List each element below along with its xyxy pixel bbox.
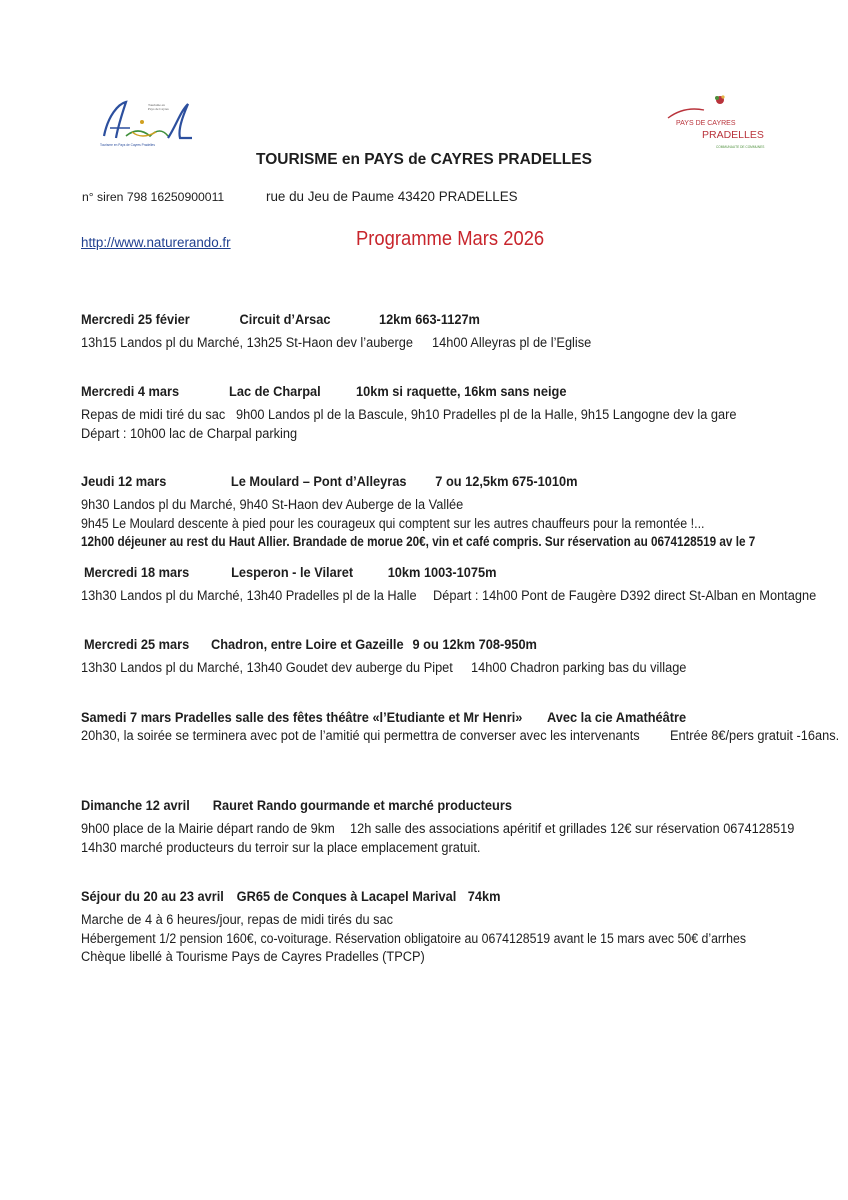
event-date: Jeudi 12 mars bbox=[81, 474, 167, 489]
event-line: Marche de 4 à 6 heures/jour, repas de midi tirés du sac bbox=[81, 912, 394, 928]
page-title: TOURISME en PAYS de CAYRES PRADELLES bbox=[256, 151, 592, 168]
event-name: GR65 de Conques à Lacapel Marival bbox=[236, 889, 457, 904]
event-distance: 7 ou 12,5km 675-1010m bbox=[435, 474, 578, 489]
pays-de-cayres-pradelles-logo bbox=[664, 92, 784, 152]
event-date: Mercredi 25 févier bbox=[81, 312, 190, 327]
event-line: Départ : 14h00 Pont de Faugère D392 direct St-Alban en Montagne bbox=[433, 588, 817, 604]
event-block bbox=[81, 383, 848, 443]
association-logo bbox=[96, 96, 196, 152]
event-line: 12h salle des associations apéritif et grillades 12€ sur réservation 0674128519 bbox=[350, 821, 795, 837]
event-name: Lac de Charpal bbox=[229, 384, 321, 399]
event-name: Lesperon - le Vilaret bbox=[231, 565, 354, 580]
event-block bbox=[81, 564, 848, 606]
event-name: Chadron, entre Loire et Gazeille bbox=[211, 637, 404, 652]
event-date: Mercredi 4 mars bbox=[81, 384, 180, 399]
event-distance: 10km 1003-1075m bbox=[387, 565, 497, 580]
event-heading: Samedi 7 mars Pradelles salle des fêtes théâtre «l’Etudiante et Mr Henri» bbox=[81, 710, 523, 725]
event-line: Départ : 10h00 lac de Charpal parking bbox=[81, 425, 298, 441]
event-line: 9h45 Le Moulard descente à pied pour les courageux qui comptent sur les autres chauffeurs pour la remontée !... bbox=[81, 515, 705, 531]
event-line: 14h00 Alleyras pl de l’Eglise bbox=[432, 335, 592, 351]
event-block bbox=[81, 888, 848, 966]
svg-text:Pays de Cayres: Pays de Cayres bbox=[148, 107, 169, 111]
event-block bbox=[81, 636, 848, 678]
address: rue du Jeu de Paume 43420 PRADELLES bbox=[266, 189, 518, 204]
event-line: 13h30 Landos pl du Marché, 13h40 Goudet dev auberge du Pipet bbox=[81, 660, 453, 676]
event-line: 14h30 marché producteurs du terroir sur la place emplacement gratuit. bbox=[81, 839, 481, 855]
event-name: Le Moulard – Pont d’Alleyras bbox=[230, 474, 407, 489]
event-block bbox=[81, 311, 848, 353]
event-distance: 9 ou 12km 708-950m bbox=[412, 637, 537, 652]
event-block bbox=[81, 709, 848, 745]
event-line: Repas de midi tiré du sac bbox=[81, 407, 226, 423]
event-date: Dimanche 12 avril bbox=[81, 798, 190, 813]
website-link[interactable]: http://www.naturerando.fr bbox=[81, 235, 231, 250]
event-date: Mercredi 18 mars bbox=[84, 565, 190, 580]
event-line: Entrée 8€/pers gratuit -16ans. bbox=[669, 728, 839, 744]
event-date: Séjour du 20 au 23 avril bbox=[81, 889, 224, 904]
svg-text:Tourisme en: Tourisme en bbox=[148, 103, 165, 107]
event-name: Circuit d’Arsac bbox=[239, 312, 331, 327]
event-line: 9h30 Landos pl du Marché, 9h40 St-Haon dev Auberge de la Vallée bbox=[81, 497, 464, 513]
event-line: 13h30 Landos pl du Marché, 13h40 Pradelles pl de la Halle bbox=[81, 588, 417, 604]
svg-text:Tourisme en Pays de Cayres Pra: Tourisme en Pays de Cayres Pradelles bbox=[100, 143, 155, 147]
event-line: 14h00 Chadron parking bas du village bbox=[471, 660, 687, 676]
event-subheading: Avec la cie Amathéâtre bbox=[546, 710, 687, 725]
event-line: Hébergement 1/2 pension 160€, co-voiturage. Réservation obligatoire au 0674128519 avant le 15 mars avec 50€ d’arrhes bbox=[81, 930, 747, 946]
svg-text:COMMUNAUTE DE COMMUNES: COMMUNAUTE DE COMMUNES bbox=[716, 145, 765, 149]
event-distance: 10km si raquette, 16km sans neige bbox=[356, 384, 567, 399]
svg-text:PAYS DE CAYRES: PAYS DE CAYRES bbox=[676, 120, 736, 127]
event-name: Rauret Rando gourmande et marché producteurs bbox=[212, 798, 512, 813]
event-distance: 12km 663-1127m bbox=[378, 312, 480, 327]
event-block bbox=[81, 797, 848, 857]
programme-title: Programme Mars 2026 bbox=[356, 228, 545, 250]
event-date: Mercredi 25 mars bbox=[84, 637, 190, 652]
event-highlight: 12h00 déjeuner au rest du Haut Allier. Brandade de morue 20€, vin et café compris. Sur réservation au 0674128519 av le 7 bbox=[81, 533, 756, 549]
event-line: 20h30, la soirée se terminera avec pot de l’amitié qui permettra de converser avec les intervenants bbox=[81, 728, 640, 744]
event-line: 9h00 Landos pl de la Bascule, 9h10 Pradelles pl de la Halle, 9h15 Langogne dev la gare bbox=[235, 407, 737, 423]
event-line: 13h15 Landos pl du Marché, 13h25 St-Haon dev l’auberge bbox=[81, 335, 414, 351]
event-distance: 74km bbox=[467, 889, 501, 904]
event-line: Chèque libellé à Tourisme Pays de Cayres Pradelles (TPCP) bbox=[81, 948, 425, 964]
event-block bbox=[81, 473, 848, 551]
event-line: 9h00 place de la Mairie départ rando de 9km bbox=[81, 821, 335, 837]
svg-text:PRADELLES: PRADELLES bbox=[702, 129, 764, 141]
siren-number: n° siren 798 16250900011 bbox=[82, 190, 225, 204]
